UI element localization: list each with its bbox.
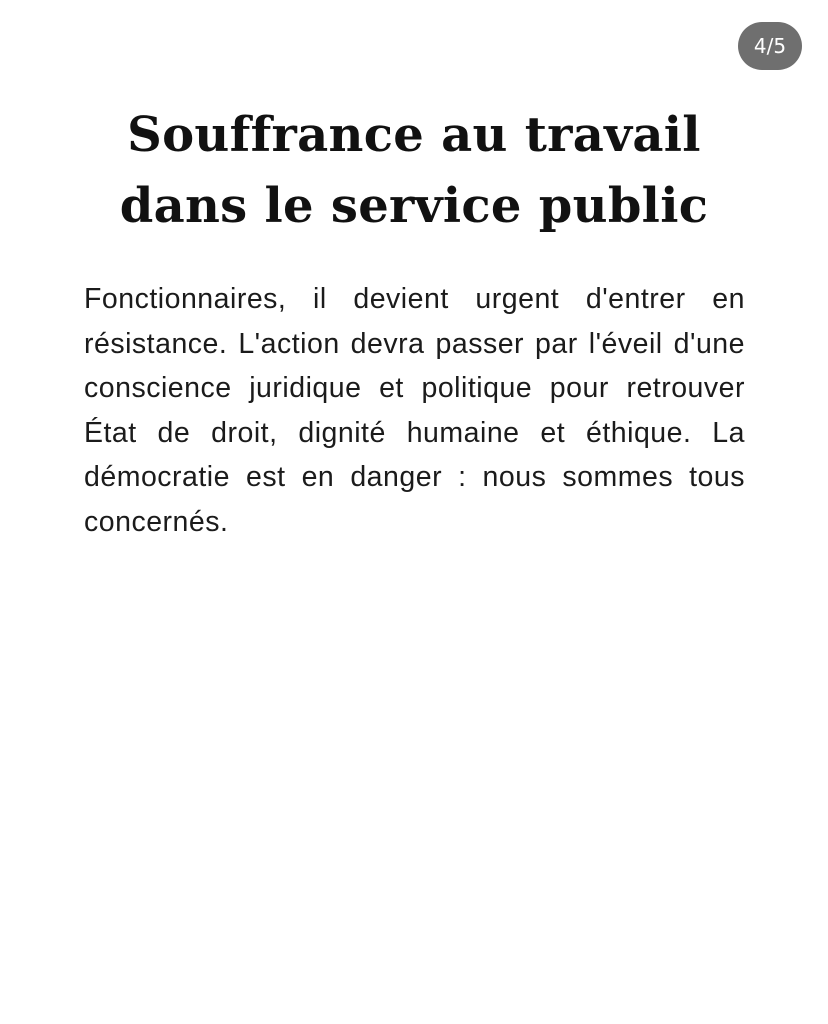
body-paragraph: Fonctionnaires, il devient urgent d'entrer en résistance. L'action devra passer par l'éveil d'une conscience juridique et politique pour retrouver État de droit, dignité humaine et éthique. La démocratie est en danger : nous sommes tous concernés. <box>84 283 745 538</box>
title-line-2: dans le service public <box>119 178 709 234</box>
title-line-1: Souffrance au travail <box>127 107 701 163</box>
page-counter-badge: 4/5 <box>738 22 802 70</box>
slide-title <box>40 100 788 242</box>
